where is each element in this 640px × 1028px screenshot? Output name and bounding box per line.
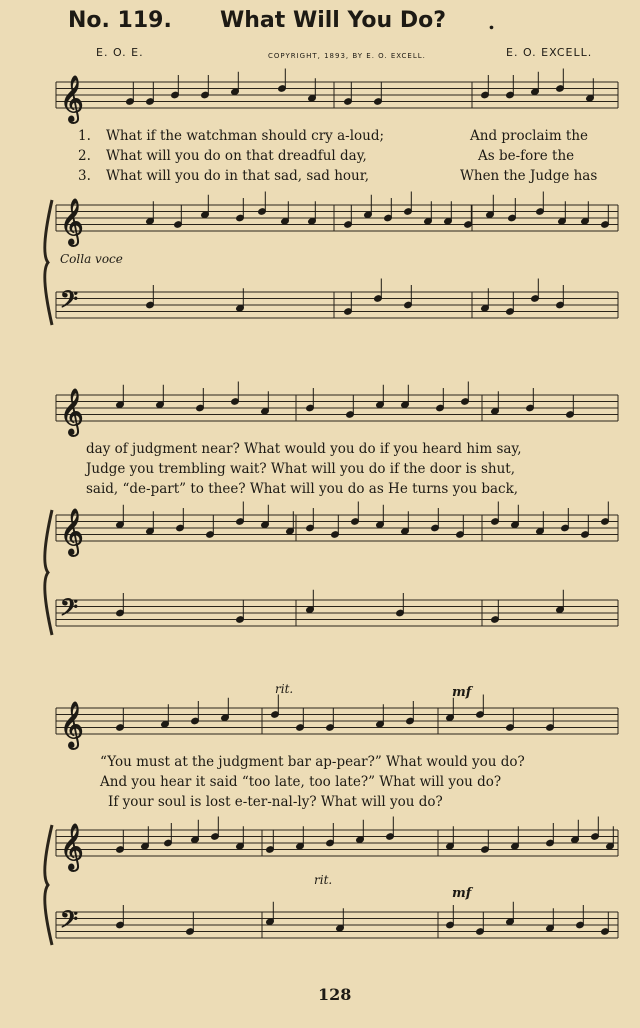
- piano-treble-staff-1: [56, 205, 618, 231]
- bass-clef-icon: 𝄢: [60, 905, 79, 939]
- system-brace-1: [45, 200, 52, 325]
- treble-clef-icon: 𝄞: [60, 76, 84, 122]
- lyric-line: day of judgment near? What would you do if you heard him say,: [86, 441, 522, 457]
- rit-marking: rit.: [314, 873, 333, 887]
- lyric-line: “You must at the judgment bar ap-pear?” What would you do?: [100, 754, 525, 770]
- piano-treble-staff-3: [56, 830, 618, 856]
- voice-notes-2: [116, 382, 575, 419]
- piano-bass-staff-2: [56, 600, 618, 626]
- lyric-line: If your soul is lost e-ter-nal-ly? What will you do?: [108, 794, 443, 810]
- piano-bass-notes-1: [146, 279, 565, 316]
- piano-treble-notes-2: [116, 502, 610, 539]
- lyric-line: 2. What will you do on that dreadful day, As be-fore the: [78, 148, 575, 164]
- copyright-notice: COPYRIGHT, 1893, BY E. O. EXCELL.: [268, 52, 426, 60]
- treble-clef-icon: 𝄞: [60, 389, 84, 435]
- lyric-line: Judge you trembling wait? What will you do if the door is shut,: [86, 461, 516, 477]
- treble-clef-icon: 𝄞: [60, 824, 84, 870]
- treble-clef-icon: 𝄞: [60, 702, 84, 748]
- author-words: E. O. E.: [96, 46, 144, 59]
- bass-clef-icon: 𝄢: [60, 285, 79, 319]
- title-dot: .: [488, 10, 495, 34]
- system-brace-2: [45, 510, 52, 635]
- colla-voce-marking: Colla voce: [60, 252, 123, 266]
- page-number: 128: [318, 985, 352, 1004]
- lyric-line: 3. What will you do in that sad, sad hour, When the Judge has: [78, 168, 598, 184]
- piano-bass-staff-3: [56, 912, 618, 938]
- hymn-number: No. 119.: [68, 8, 172, 33]
- voice-notes-3: [116, 695, 555, 732]
- voice-staff-3: [56, 708, 618, 734]
- treble-clef-icon: 𝄞: [60, 199, 84, 245]
- rit-marking: rit.: [275, 682, 294, 696]
- voice-notes-1: [126, 69, 595, 106]
- piano-treble-notes-1: [146, 192, 610, 229]
- lyric-line: And you hear it said “too late, too late?” What will you do?: [100, 774, 502, 790]
- lyric-line: 1. What if the watchman should cry a-loud; And proclaim the: [78, 128, 589, 144]
- composer: E. O. EXCELL.: [506, 46, 593, 59]
- mf-marking: mf: [452, 886, 472, 901]
- lyric-line: said, “de-part” to thee? What will you do as He turns you back,: [86, 481, 519, 497]
- treble-clef-icon: 𝄞: [60, 509, 84, 555]
- system-brace-3: [45, 825, 52, 945]
- hymn-title: What Will You Do?: [220, 8, 446, 33]
- mf-marking: mf: [452, 685, 472, 700]
- piano-treble-notes-3: [116, 817, 615, 854]
- bass-clef-icon: 𝄢: [60, 593, 79, 627]
